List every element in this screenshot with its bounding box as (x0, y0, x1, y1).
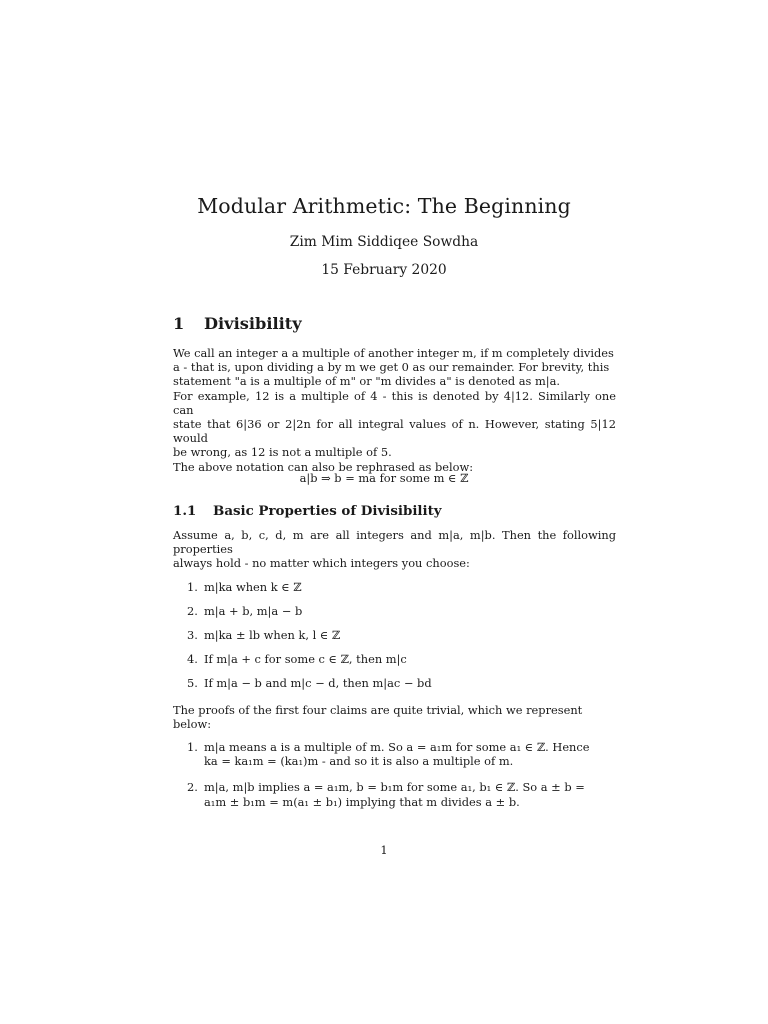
paper-title: Modular Arithmetic: The Beginning (197, 194, 571, 218)
item-text: If m|a − b and m|c − d, then m|ac − bd (204, 676, 432, 690)
item-number: 1. (187, 740, 198, 754)
paragraph-line: The above notation can also be rephrased as below: (173, 459, 474, 474)
page-number: 1 (380, 843, 388, 857)
paragraph-line: Assume a, b, c, d, m are all integers and m|a, m|b. Then the following properties (173, 528, 616, 557)
item-number: 1. (187, 580, 198, 594)
paper-date: 15 February 2020 (321, 262, 447, 278)
subsection-intro (173, 528, 616, 571)
list-item (187, 652, 617, 676)
display-formula: a|b ⇒ b = ma for some m ∈ ℤ (299, 471, 469, 485)
item-number: 2. (187, 604, 198, 618)
paper-author: Zim Mim Siddiqee Sowdha (289, 234, 479, 250)
proofs-intro: The proofs of the first four claims are quite trivial, which we represent below: (173, 703, 583, 732)
section-number: 1 (173, 314, 185, 333)
paragraph-line: always hold - no matter which integers you choose: (173, 556, 470, 571)
list-item (187, 628, 617, 652)
proofs-list (187, 740, 617, 821)
section-heading (173, 314, 302, 333)
item-number: 2. (187, 780, 198, 795)
list-item (187, 580, 617, 604)
subsection-heading (173, 503, 442, 519)
paragraph-line: For example, 12 is a multiple of 4 - this is denoted by 4|12. Similarly one can (173, 388, 616, 417)
paragraph-line: be wrong, as 12 is not a multiple of 5. (173, 445, 392, 460)
list-item (187, 604, 617, 628)
paragraph-line: statement "a is a multiple of m" or "m divides a" is denoted as m|a. (173, 374, 561, 389)
item-number: 4. (187, 652, 198, 666)
proof-line: m|a means a is a multiple of m. So a = a₁m for some a₁ ∈ ℤ. Hence (204, 740, 590, 754)
item-number: 5. (187, 676, 198, 690)
section-title: Divisibility (204, 314, 302, 333)
proof-line: m|a, m|b implies a = a₁m, b = b₁m for some a₁, b₁ ∈ ℤ. So a ± b = (204, 780, 585, 795)
item-text: m|a + b, m|a − b (204, 604, 303, 618)
subsection-title: Basic Properties of Divisibility (213, 503, 442, 519)
subsection-number: 1.1 (173, 503, 197, 519)
item-text: m|ka ± lb when k, l ∈ ℤ (204, 628, 341, 642)
paragraph-line: state that 6|36 or 2|2n for all integral values of n. However, stating 5|12 would (173, 417, 616, 446)
proof-line: a₁m ± b₁m = m(a₁ ± b₁) implying that m divides a ± b. (204, 794, 520, 809)
section-paragraph (173, 346, 616, 474)
paragraph-line: We call an integer a a multiple of another integer m, if m completely divides (173, 346, 614, 360)
list-item (187, 780, 617, 808)
item-text: m|ka when k ∈ ℤ (204, 580, 302, 594)
proof-line: ka = ka₁m = (ka₁)m - and so it is also a multiple of m. (204, 754, 514, 769)
list-item (187, 676, 617, 700)
item-number: 3. (187, 628, 198, 642)
list-item (187, 740, 617, 768)
paragraph-line: a - that is, upon dividing a by m we get 0 as our remainder. For brevity, this (173, 360, 610, 375)
item-text: If m|a + c for some c ∈ ℤ, then m|c (204, 652, 407, 666)
properties-list (187, 580, 617, 700)
